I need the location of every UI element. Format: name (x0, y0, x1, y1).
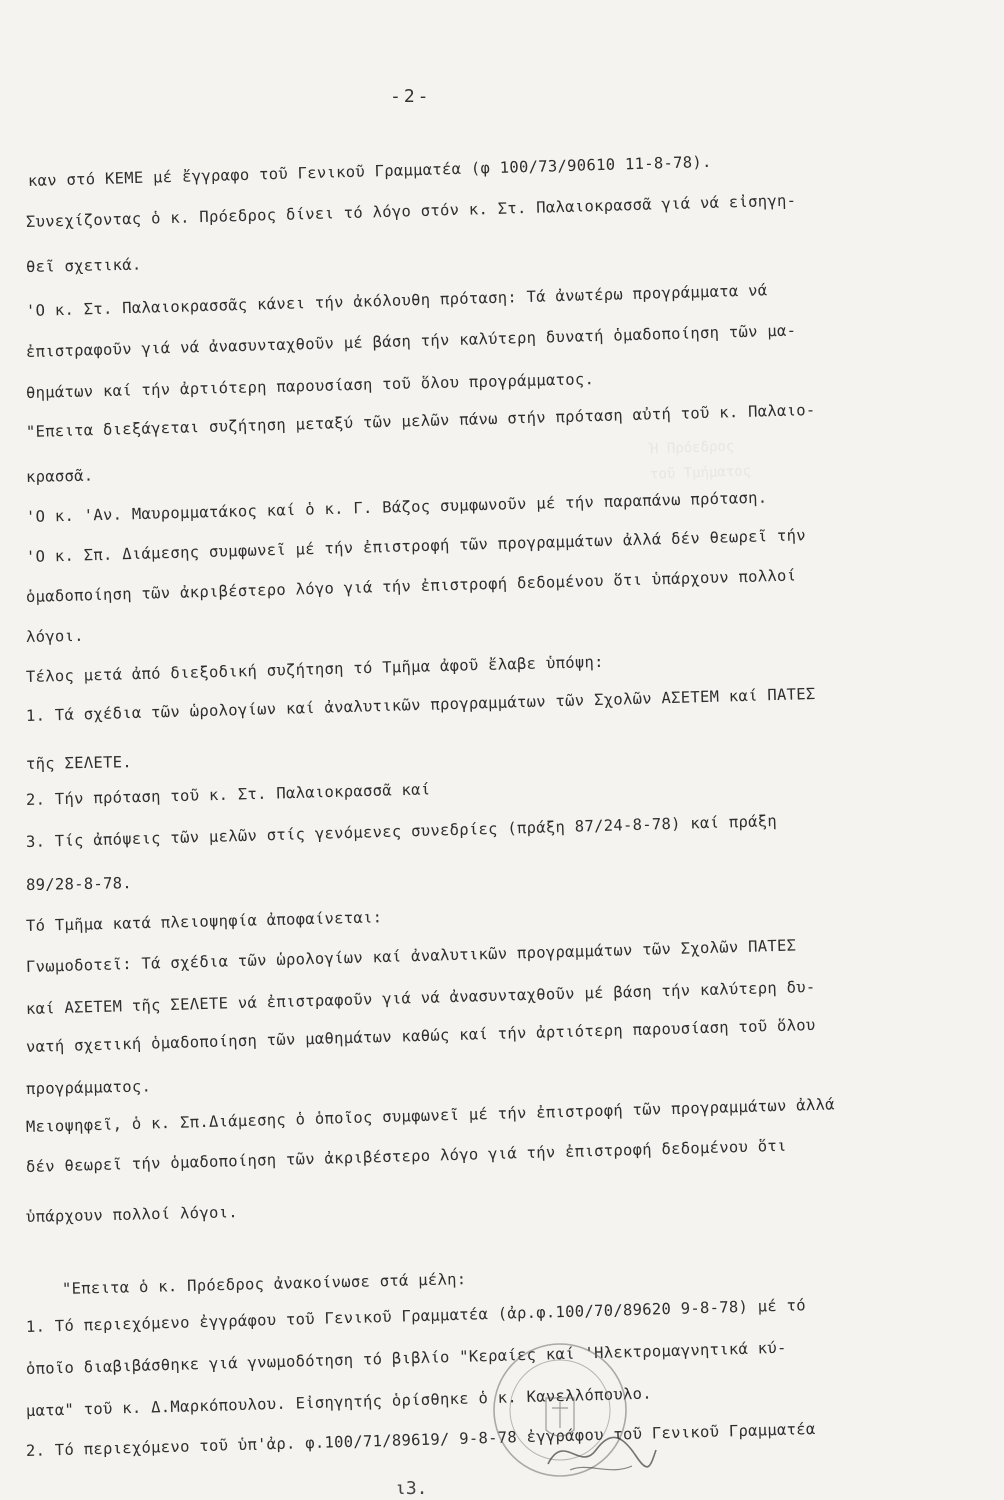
text-line: δέν θεωρεῖ τήν ὁμαδοποίηση τῶν ἀκριβέστερο λόγο γιά τήν ἐπιστροφή δεδομένου ὅτι (25, 1136, 787, 1176)
text-line: κρασσᾶ. (25, 466, 94, 486)
text-line: ὁποῖο διαβιβάσθηκε γιά γνωμοδότηση τό βιβλίο "Κεραίες καί 'Ηλεκτρομαγνητικά κύ- (25, 1338, 787, 1378)
text-line: Μειοψηφεῖ, ὁ κ. Σπ.Διάμεσης ὁ ὁποῖος συμφωνεῖ μέ τήν ἐπιστροφή τῶν προγραμμάτων ἀλλά (25, 1095, 836, 1136)
list-item: 2. Τό περιεχόμενο τοῦ ὑπ'ἀρ. φ.100/71/89619/ 9-8-78 ἐγγράφου τοῦ Γενικοῦ Γραμματέα (25, 1419, 816, 1460)
text-line: 'Ο κ. Στ. Παλαιοκρασσᾶς κάνει τήν ἀκόλουθη πρόταση: Τά ἀνωτέρω προγράμματα νά (25, 281, 768, 320)
page-number: -2- (390, 86, 432, 107)
text-line: Τέλος μετά ἀπό διεξοδική συζήτηση τό Τμῆμα ἀφοῦ ἔλαβε ὑπόψη: (25, 652, 604, 686)
text-line: 'Ο κ. 'Αν. Μαυρομματάκος καί ὁ κ. Γ. Βάζος συμφωνοῦν μέ τήν παραπάνω πρόταση. (25, 488, 768, 526)
text-line: προγράμματος. (25, 1077, 152, 1098)
text-line: Γνωμοδοτεῖ: Τά σχέδια τῶν ὡρολογίων καί ἀναλυτικῶν προγραμμάτων τῶν Σχολῶν ΠΑΤΕΣ (25, 936, 797, 976)
text-line: λόγοι. (25, 626, 84, 646)
text-line: "Επειτα ὁ κ. Πρόεδρος ἀνακοίνωσε στά μέλη: (61, 1270, 467, 1298)
text-line: καν στό ΚΕΜΕ μέ ἔγγραφο τοῦ Γενικοῦ Γραμματέα (φ 100/73/90610 11-8-78). (27, 152, 712, 190)
list-item: 1. Τά σχέδια τῶν ὡρολογίων καί ἀναλυτικῶν προγραμμάτων τῶν Σχολῶν ΑΣΕΤΕΜ καί ΠΑΤΕΣ (25, 684, 816, 725)
list-item: 2. Τήν πρόταση τοῦ κ. Στ. Παλαιοκρασσᾶ καί (25, 780, 431, 809)
text-line: 'Ο κ. Σπ. Διάμεσης συμφωνεῖ μέ τήν ἐπιστροφή τῶν προγραμμάτων ἀλλά δέν θεωρεῖ τήν (25, 526, 807, 566)
text-line: Συνεχίζοντας ὁ κ. Πρόεδρος δίνει τό λόγο στόν κ. Στ. Παλαιοκρασσᾶ γιά νά εἰσηγη- (25, 191, 797, 231)
text-line: θημάτων καί τήν ἀρτιότερη παρουσίαση τοῦ ὅλου προγράμματος. (25, 370, 595, 402)
bottom-page-mark: ι3. (395, 1478, 428, 1499)
text-line: Τό Τμῆμα κατά πλειοψηφία ἀποφαίνεται: (25, 908, 383, 935)
text-line: ματα" τοῦ κ. Δ.Μαρκόπουλου. Εἰσηγητής ὁρίσθηκε ὁ κ. Κανελλόπουλο. (25, 1384, 653, 1420)
handwritten-signature (540, 1420, 660, 1480)
text-line: ὑπάρχουν πολλοί λόγοι. (25, 1203, 239, 1226)
text-line: καί ΑΣΕΤΕΜ τῆς ΣΕΛΕΤΕ νά ἐπιστραφοῦν γιά νά ἀνασυνταχθοῦν μέ βάση τήν καλύτερη δυ- (25, 977, 816, 1018)
text-line: ἐπιστραφοῦν γιά νά ἀνασυνταχθοῦν μέ βάση τήν καλύτερη δυνατή ὁμαδοποίηση τῶν μα- (25, 321, 797, 361)
list-item: 3. Τίς ἀπόψεις τῶν μελῶν στίς γενόμενες συνεδρίες (πράξη 87/24-8-78) καί πράξη (25, 812, 778, 851)
list-item: 1. Τό περιεχόμενο ἐγγράφου τοῦ Γενικοῦ Γραμματέα (ἀρ.φ.100/70/89620 9-8-78) μέ τό (25, 1296, 807, 1336)
text-line: θεῖ σχετικά. (25, 255, 142, 276)
list-item: 89/28-8-78. (25, 874, 133, 894)
list-item: τῆς ΣΕΛΕΤΕ. (25, 753, 133, 773)
text-line: "Επειτα διεξάγεται συζήτηση μεταξύ τῶν μελῶν πάνω στήν πρόταση αὐτή τοῦ κ. Παλαιο- (25, 400, 816, 441)
bleed-through-text: τοῦ Τμήματος (649, 463, 752, 483)
bleed-through-text: Ἡ Πρόεδρος (649, 438, 735, 458)
text-line: νατή σχετική ὁμαδοποίηση τῶν μαθημάτων καθώς καί τήν ἀρτιότερη παρουσίαση τοῦ ὅλου (25, 1015, 816, 1056)
text-line: ὁμαδοποίηση τῶν ἀκριβέστερο λόγο γιά τήν ἐπιστροφή δεδομένου ὅτι ὑπάρχουν πολλοί (25, 566, 797, 606)
